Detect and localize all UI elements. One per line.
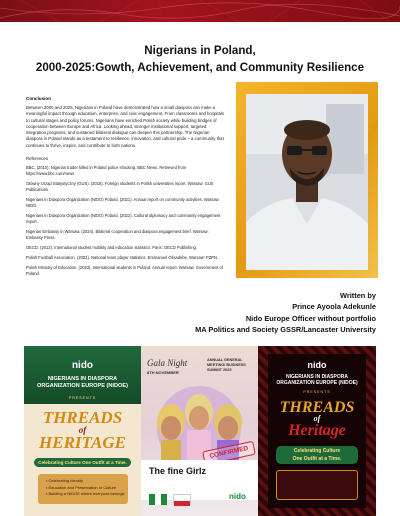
reference-item: BBC. (2010). Nigerian trader killed in Poland police shooting. BBC News. Retrieved from https://www.bbc.com/news (26, 165, 187, 176)
header-banner (0, 0, 400, 22)
author-name: Prince Ayoola Adekunle (292, 302, 376, 312)
poster-title-word-2: Heritage (288, 422, 346, 439)
summit-info (207, 358, 255, 373)
poster-presents: PRESENTS (68, 396, 97, 400)
poland-flag-icon (173, 494, 191, 505)
gala-date: 8TH NOVEMBER (147, 370, 179, 375)
poster-title-word-1: THREADS (42, 408, 123, 427)
references-heading: References (26, 156, 48, 162)
reference-item: Nigerians in Diaspora Organization (NIDO) Poland. (2022). Cultural diplomacy and community engagement report. (26, 213, 221, 224)
poster-org-line-2: ORGANIZATION EUROPE (NIDOE) (37, 382, 128, 389)
summit-line: ANNUAL GENERAL (207, 358, 243, 362)
poster-tagline-pill: Celebrating Culture One Outfit at a Time. (34, 458, 131, 467)
poster-details-box (276, 470, 358, 500)
poster-title (258, 400, 376, 438)
conclusion-heading: Conclusion (26, 96, 52, 101)
article-body (26, 96, 226, 281)
poster-title-of: of (78, 425, 87, 435)
summit-line: MEETING/ BUSINESS (207, 363, 246, 367)
confirmed-stamp: CONFIRMED (202, 441, 256, 466)
author-credits (195, 290, 376, 336)
banner-pattern (0, 0, 400, 22)
poster-presents: PRESENTS (303, 390, 331, 394)
nido-logo: nido (71, 360, 94, 371)
conclusion-paragraph: Between 2000 and 2025, Nigerians in Poland have demonstrated how a small diaspora can make a meaningful impact through education, enterprise, and civic engagement. From classrooms and hospitals to cultural stages and policy forums, Nigerians have enriched Polish society while building bridges of cooperation between Europe and Africa. Looking ahead, stronger institutional support, targeted integration programs, and sustained bilateral dialogue can deepen this partnership. The Nigerian diaspora in Poland stands as a testament to resilience, innovation, and cultural pride – a community that continues to thrive, inspire, and contribute to both nations. (26, 105, 225, 148)
poster-org-line-1: NIGERIANS IN DIASPORA (47, 376, 118, 382)
reference-item: OECD. (2012). International student mobility and education statistics. Paris: OECD Publishing. (26, 245, 197, 251)
author-photo (246, 94, 368, 270)
title-line-1: Nigerians in Poland, (144, 44, 256, 57)
poster-tagline-line: One Outfit at a Time. (292, 456, 342, 462)
poster-tagline-line: Celebrating Culture (293, 448, 341, 454)
poster-org-name (258, 374, 376, 386)
nido-logo: nido (307, 360, 327, 370)
event-posters (24, 346, 376, 516)
reference-item: Główny Urząd Statystyczny (GUS). (2018). Foreign students in Polish universities report. Warsaw: GUS Publications. (26, 181, 214, 192)
poster-title-word-1: THREADS (279, 399, 355, 416)
performer-name: The fine Girlz (149, 466, 207, 476)
poster-bullets (46, 478, 128, 498)
summit-line: SUMMIT 2025 (207, 368, 232, 372)
written-by-label: Written by (340, 291, 376, 300)
page-title (0, 42, 400, 76)
poster-org-line-2: ORGANIZATION EUROPE (NIDOE) (276, 380, 358, 386)
author-affiliation: MA Politics and Society GSSR/Lancaster University (195, 325, 376, 335)
poster-title-word-2: HERITAGE (39, 433, 126, 452)
poster-org-line-1: NIGERIANS IN DIASPORA (286, 374, 348, 380)
poster-bullet: • Celebrating Identity (46, 478, 83, 483)
poster-threads-of-heritage-dark (258, 346, 376, 516)
title-line-2: 2000-2025:Gowth, Achievement, and Community Resilience (35, 61, 365, 74)
poster-bullet: • Education and Preservation of Culture (46, 484, 117, 490)
poster-title-of: of (313, 414, 321, 423)
poster-org-name (24, 376, 141, 389)
reference-item: Polish Ministry of Education. (2023). International students in Poland: Annual report. Warsaw: Government of Poland. (26, 265, 223, 277)
reference-item: Polish Football Association. (2002). National team player statistics: Emmanuel Olisadebe. Warsaw: PZPN. (26, 255, 219, 261)
poster-threads-of-heritage-green (24, 346, 141, 516)
nido-logo: nido (229, 492, 246, 501)
nigeria-flag-icon (149, 494, 167, 505)
gala-title: Gala Night (147, 358, 188, 368)
poster-title (24, 410, 141, 451)
reference-item: Nigerians in Diaspora Organization (NIDO) Poland. (2021). Annual report on community activities. Warsaw: NIDO. (26, 197, 220, 208)
author-role: Nido Europe Officer without portfolio (245, 313, 376, 323)
poster-bullet: • Building a NIDOE where everyone belongs (46, 491, 125, 496)
poster-gala-night (141, 346, 258, 516)
poster-tagline-pill (276, 446, 358, 464)
reference-item: Nigerian Embassy in Warsaw. (2024). Bilateral cooperation and diaspora engagement brief. Warsaw: Embassy Press. (26, 229, 209, 240)
author-portrait-image (246, 94, 368, 270)
